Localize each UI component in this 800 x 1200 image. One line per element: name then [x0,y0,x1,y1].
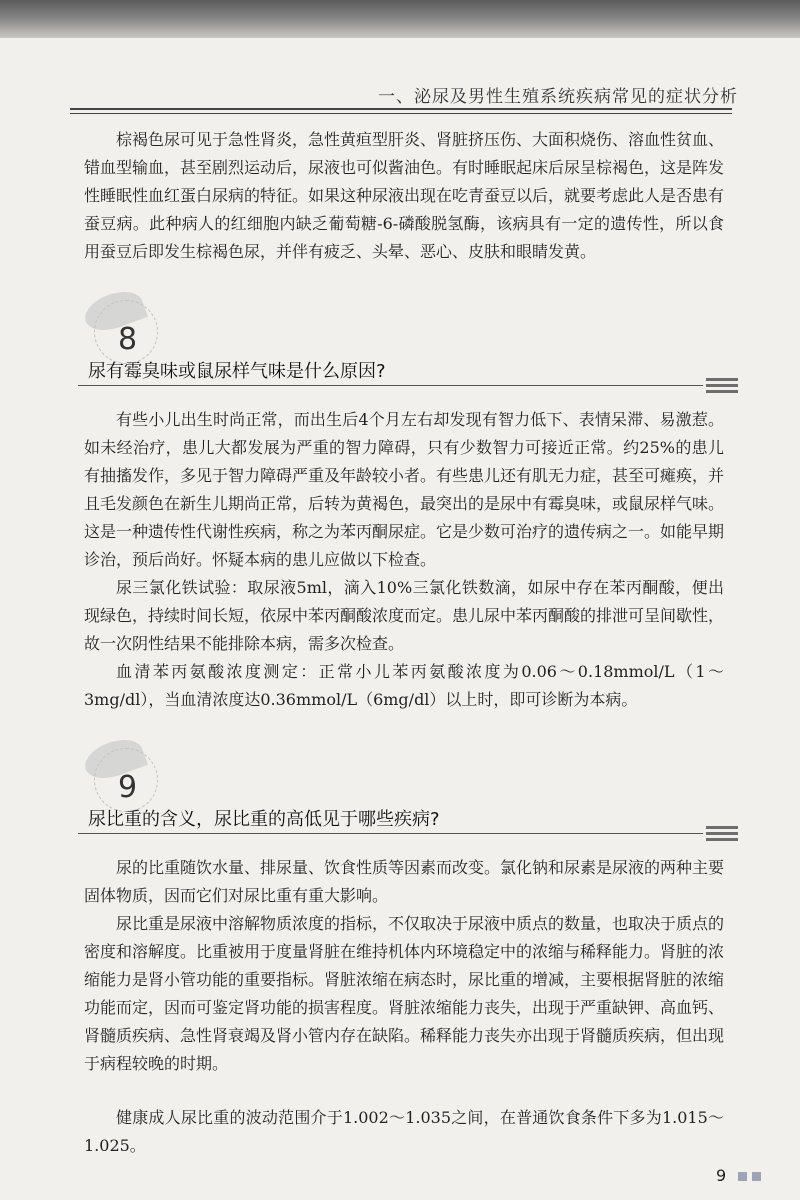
section-bars-icon [706,826,738,844]
section-rule [78,385,703,386]
section-8-paragraph-2: 尿三氯化铁试验：取尿液5ml，滴入10%三氯化铁数滴，如尿中存在苯丙酮酸，便出现绿色，持续时间长短，依尿中苯丙酮酸浓度而定。患儿尿中苯丙酮酸的排泄可呈间歇性，故一次阴性结果不能排除本病，需多次检查。 [84,578,725,653]
section-rule [78,833,703,834]
page-marker-square [752,1172,761,1181]
section-8-paragraph-3: 血清苯丙氨酸浓度测定：正常小儿苯丙氨酸浓度为0.06～0.18mmol/L（1～3mg/dl），当血清浓度达0.36mmol/L（6mg/dl）以上时，即可诊断为本病。 [84,662,724,709]
section-title: 尿有霉臭味或鼠尿样气味是什么原因? [88,361,386,382]
intro-paragraph: 棕褐色尿可见于急性肾炎，急性黄疸型肝炎、肾脏挤压伤、大面积烧伤、溶血性贫血、错血型输血，甚至剧烈运动后，尿液也可似酱油色。有时睡眠起床后尿呈棕褐色，这是阵发性睡眠性血红蛋白尿病的特征。如果这种尿液出现在吃青蚕豆以后，就要考虑此人是否患有蚕豆病。此种病人的红细胞内缺乏葡萄糖-6-磷酸脱氢酶，该病具有一定的遗传性，所以食用蚕豆后即发生棕褐色尿，并伴有疲乏、头晕、恶心、皮肤和眼睛发黄。 [84,130,725,261]
section-9-paragraph-1: 尿的比重随饮水量、排尿量、饮食性质等因素而改变。氯化钠和尿素是尿液的两种主要固体物质，因而它们对尿比重有重大影响。 [84,858,725,905]
section-9-paragraph-3: 健康成人尿比重的波动范围介于1.002～1.035之间，在普通饮食条件下多为1.015～1.025。 [84,1108,724,1155]
section-number: 9 [118,770,138,805]
header-rule-thin [70,113,732,114]
page-number: 9 [716,1166,727,1185]
section-8-paragraph-1: 有些小儿出生时尚正常，而出生后4个月左右却发现有智力低下、表情呆滞、易激惹。如未经治疗，患儿大都发展为严重的智力障碍，只有少数智力可接近正常。约25%的患儿有抽搐发作，多见于智力障碍严重及年龄较小者。有些患儿还有肌无力症，甚至可瘫痪，并且毛发颜色在新生儿期尚正常，后转为黄褐色，最突出的是尿中有霉臭味，或鼠尿样气味。这是一种遗传性代谢性疾病，称之为苯丙酮尿症。它是少数可治疗的遗传病之一。如能早期诊治，预后尚好。怀疑本病的患儿应做以下检查。 [84,410,725,569]
section-9-paragraph-2: 尿比重是尿液中溶解物质浓度的指标，不仅取决于尿液中质点的数量，也取决于质点的密度和溶解度。比重被用于度量肾脏在维持机体内环境稳定中的浓缩与稀释能力。肾脏的浓缩能力是肾小管功能的重要指标。肾脏浓缩在病态时，尿比重的增减，主要根据肾脏的浓缩功能而定，因而可鉴定肾功能的损害程度。肾脏浓缩能力丧失，出现于严重缺钾、高血钙、肾髓质疾病、急性肾衰竭及肾小管内存在缺陷。稀释能力丧失亦出现于肾髓质疾病，但出现于病程较晚的时期。 [84,914,725,1073]
section-bars-icon [706,378,738,396]
header-rule [70,108,732,110]
section-number: 8 [118,322,138,357]
section-8-heading [78,300,738,380]
page-marker-square [738,1172,747,1181]
top-edge-band [0,0,800,38]
running-header: 一、泌尿及男性生殖系统疾病常见的症状分析 [378,87,738,107]
section-9-heading [78,748,738,828]
section-title: 尿比重的含义，尿比重的高低见于哪些疾病? [88,809,440,830]
